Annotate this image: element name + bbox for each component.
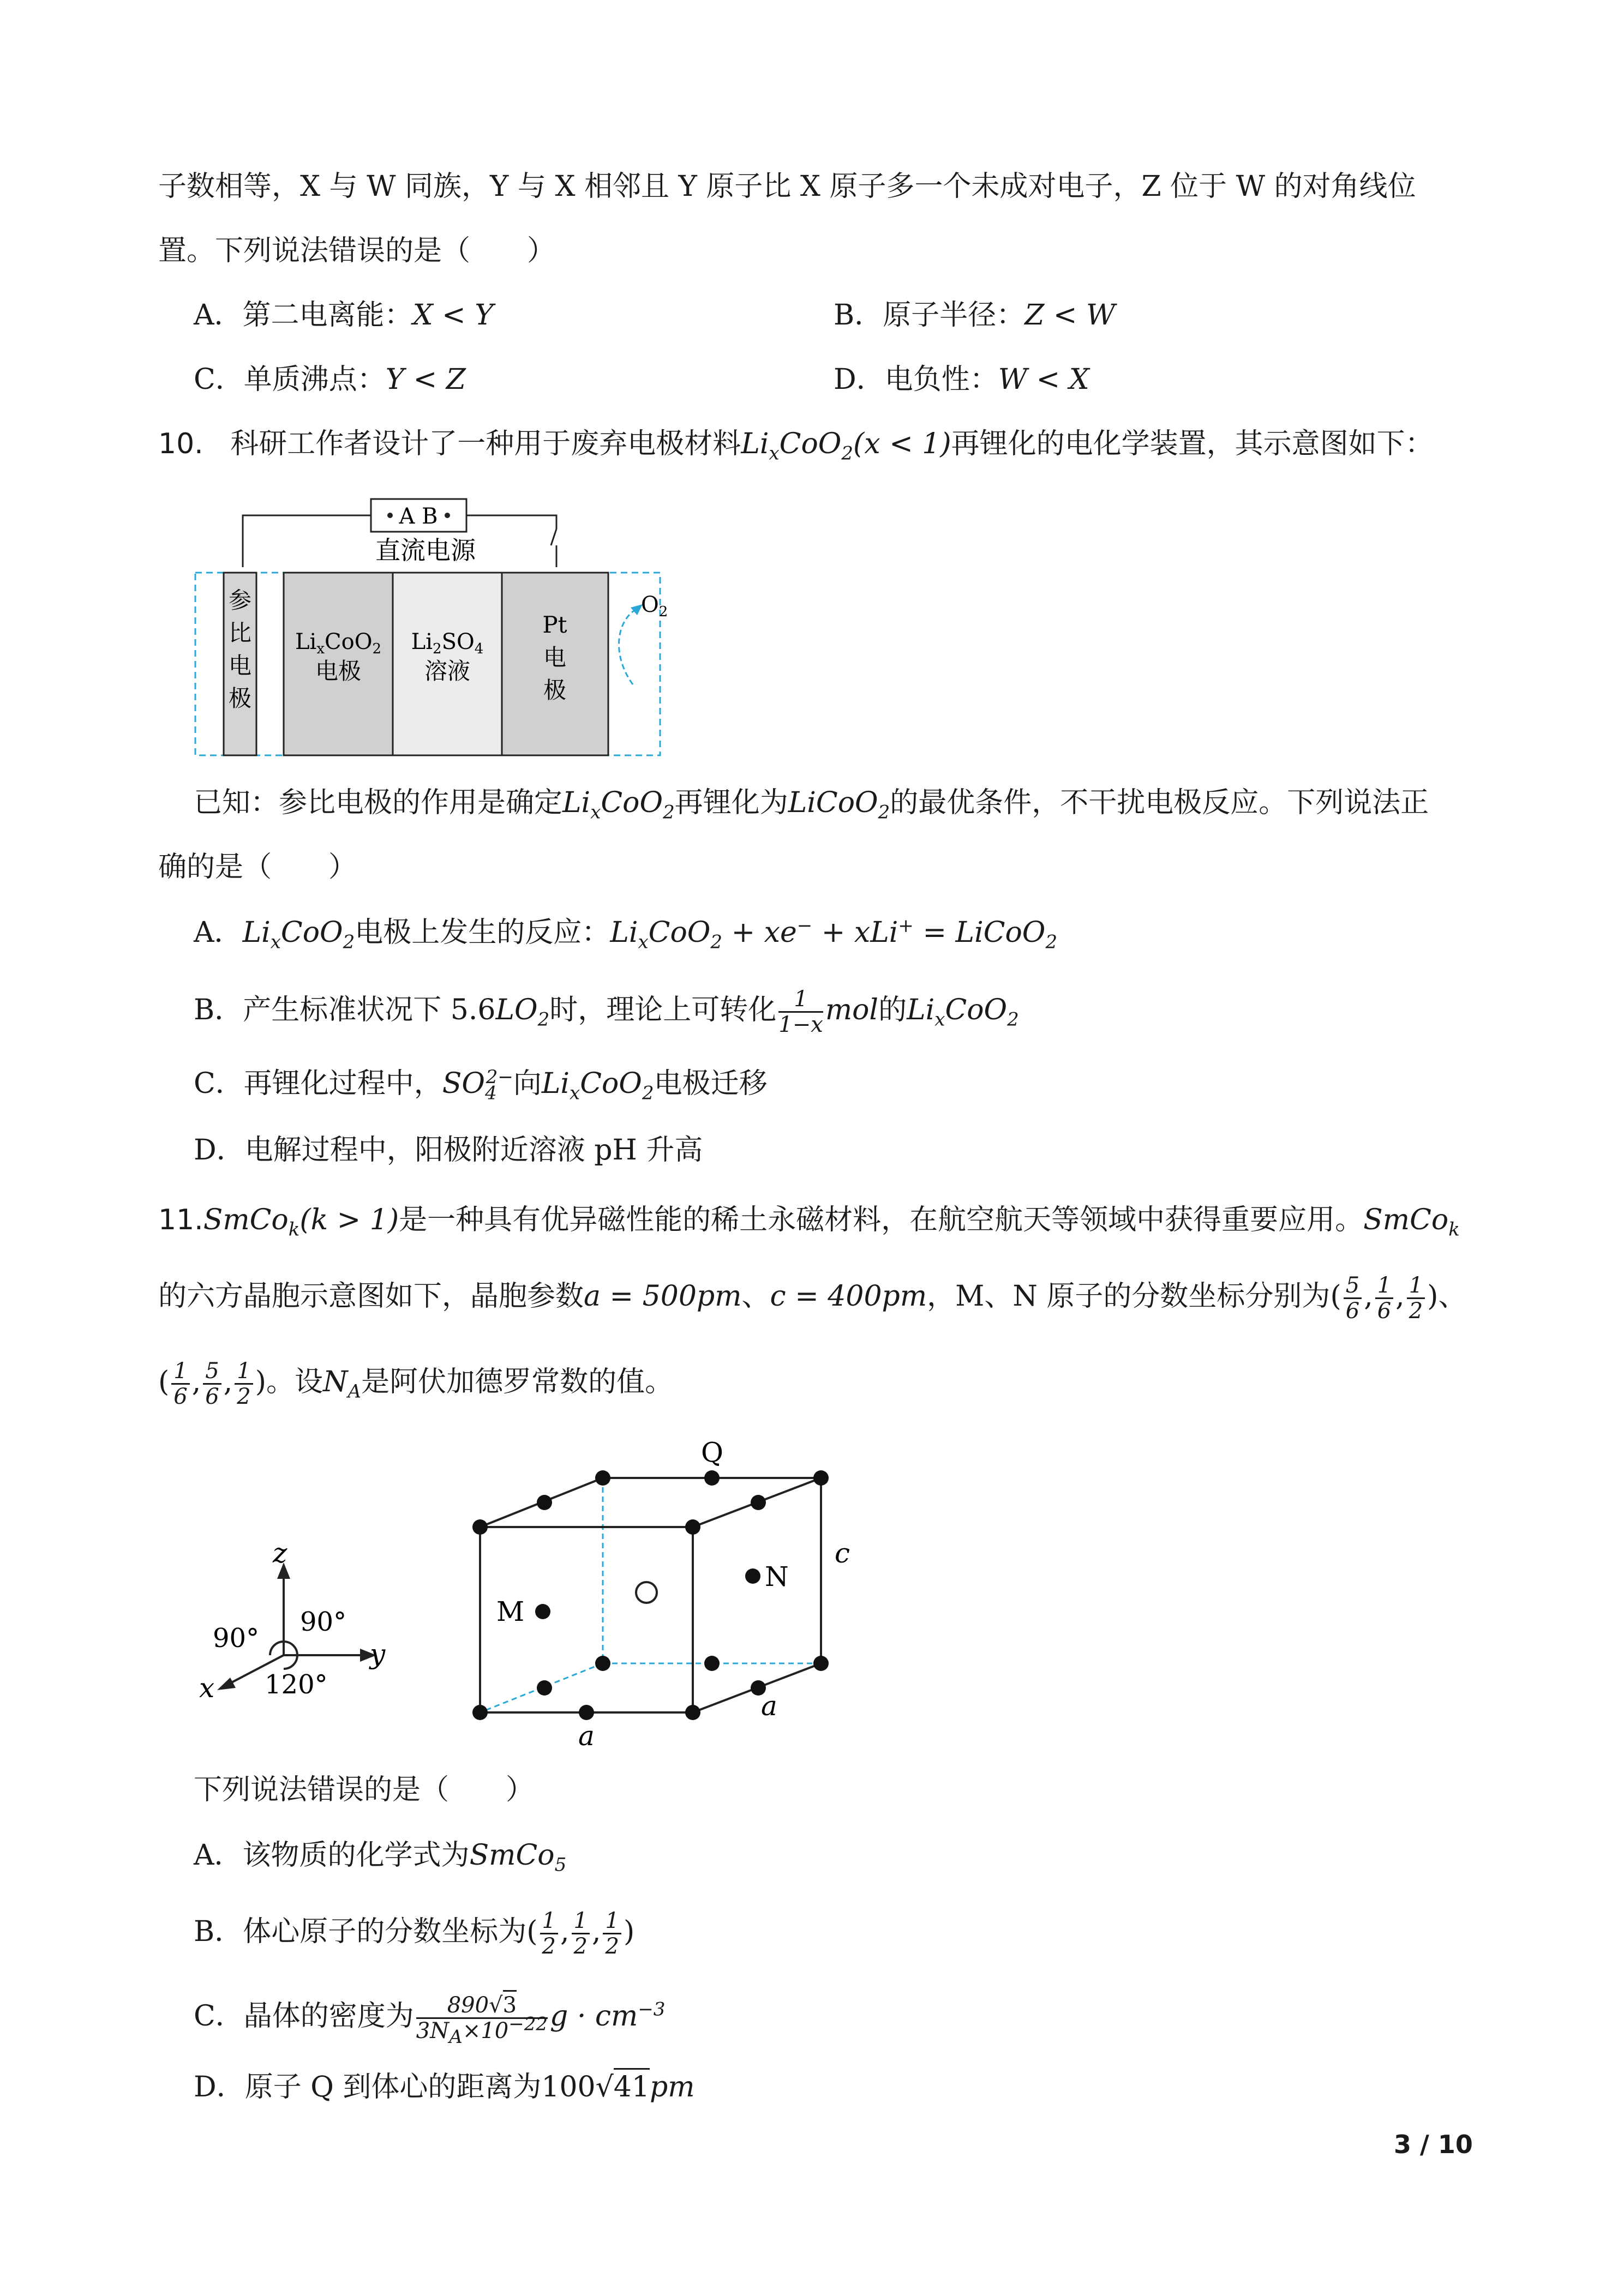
atom-n	[745, 1568, 760, 1584]
svg-text:N: N	[765, 1561, 789, 1592]
svg-text:a: a	[578, 1720, 595, 1752]
svg-text:LixCoO2: $Li_xCoO_2$	[295, 629, 382, 657]
power-source-label: 直流电源	[375, 536, 476, 565]
svg-text:z: z	[273, 1538, 287, 1569]
q10-option-a: A．$Li_xCoO_2$电极上发生的反应：$Li_xCoO_2 + xe^- + xLi^+$ = LiCoO$_2$	[194, 915, 1058, 953]
svg-text:90°: 90°	[300, 1607, 347, 1637]
q11-question: 下列说法错误的是（ ）	[194, 1774, 535, 1806]
svg-text:c: c	[835, 1537, 850, 1569]
svg-text:y: y	[370, 1638, 386, 1670]
q10-option-b: B．产生标准状况下 $5.6LO_2$时，理论上可转化 $\frac{1}{1-x}$ mol的$Li_xCoO_2$	[194, 987, 1019, 1037]
q10-stem: 10. 科研工作者设计了一种用于废弃电极材料$Li_xCoO_2(x < 1)$再锂化的电化学装置，其示意图如下：	[158, 428, 1434, 465]
q10-known-line2b: 确的是（ ）	[158, 851, 357, 883]
o2-arrow	[619, 608, 638, 684]
hexagonal-unit-cell-diagram	[458, 1418, 895, 1756]
svg-text:a: a	[761, 1690, 777, 1722]
svg-text:120°: 120°	[265, 1669, 328, 1700]
svg-text:极: 极	[228, 685, 252, 712]
electrochemical-device-diagram	[191, 491, 682, 764]
svg-text:电: 电	[543, 644, 567, 671]
svg-text:比: 比	[228, 620, 252, 646]
atom-m	[535, 1604, 550, 1619]
q11-stem-line3: ( $\frac{1}{6}$ , $\frac{5}{6}$ , $\frac{1}{2}$ )。设$N_A$是阿伏加德罗常数的值。	[158, 1359, 674, 1409]
svg-text:参: 参	[228, 587, 252, 614]
body-center-atom	[636, 1582, 657, 1603]
q11-option-b: B．体心原子的分数坐标为( $\frac{1}{2}$ , $\frac{1}{2}$ , $\frac{1}{2}$ )	[194, 1908, 635, 1959]
q10-option-c: C．再锂化过程中，$SO_4^{2-}$向$Li_xCoO_2$电极迁移	[194, 1066, 768, 1104]
q9-option-b: B．原子半径：Z < W	[834, 299, 1116, 332]
q9-option-a: A．第二电离能：X < Y	[194, 299, 494, 332]
svg-text:Li2SO4: $Li_2SO_4$	[411, 629, 484, 657]
svg-text:电: 电	[228, 652, 252, 679]
q11-stem-line1: 11.SmCo$_k$(k > 1)是一种具有优异磁性能的稀土永磁材料，在航空航天等领域中获得重要应用。SmCo$_k$	[158, 1204, 1460, 1241]
svg-text:x: x	[199, 1672, 215, 1704]
q10-option-d: D．电解过程中，阳极附近溶液 pH 升高	[194, 1134, 703, 1167]
svg-text:O2: $O_2$	[641, 592, 668, 620]
q9-stem-line2: 置。下列说法错误的是（ ）	[158, 235, 556, 267]
q11-option-c: C．晶体的密度为 $\frac{890√3}{3N_A\times 10^{-22}}$ $g \cdot cm^{-3}$	[194, 1993, 665, 2043]
atom-q	[704, 1470, 720, 1486]
q10-known-line1: 已知：参比电极的作用是确定$Li_xCoO_2$再锂化为LiCoO$_2$的最优条件，不干扰电极反应。下列说法正	[194, 786, 1429, 824]
svg-text:极: 极	[543, 677, 567, 704]
svg-text:Pt: Pt	[542, 611, 567, 638]
power-terminals-label: A B	[399, 504, 438, 529]
svg-text:溶液: 溶液	[424, 658, 471, 684]
svg-text:90°: 90°	[213, 1623, 260, 1654]
page-number: 3 / 10	[1394, 2130, 1473, 2159]
q9-option-d: D．电负性：W < X	[834, 363, 1089, 396]
svg-text:Q: Q	[701, 1436, 723, 1468]
coordinate-axes-diagram	[196, 1538, 415, 1718]
q11-stem-line2: 的六方晶胞示意图如下，晶胞参数a = 500pm、c = 400pm，M、N 原子的分数坐标分别为( $\frac{5}{6}$ , $\frac{1}{6}$ , $\frac{1}{2}$ )、	[158, 1273, 1467, 1324]
q9-option-c: C．单质沸点：Y < Z	[194, 363, 466, 396]
q9-stem-line1: 子数相等，X 与 W 同族，Y 与 X 相邻且 Y 原子比 X 原子多一个未成对电子，Z 位于 W 的对角线位	[158, 170, 1416, 203]
q11-option-d: D．原子 Q 到体心的距离为100√41pm	[194, 2070, 695, 2105]
q11-option-a: A．该物质的化学式为SmCo$_5$	[194, 1839, 567, 1876]
svg-text:电极: 电极	[315, 658, 362, 684]
svg-text:M: M	[496, 1596, 525, 1627]
